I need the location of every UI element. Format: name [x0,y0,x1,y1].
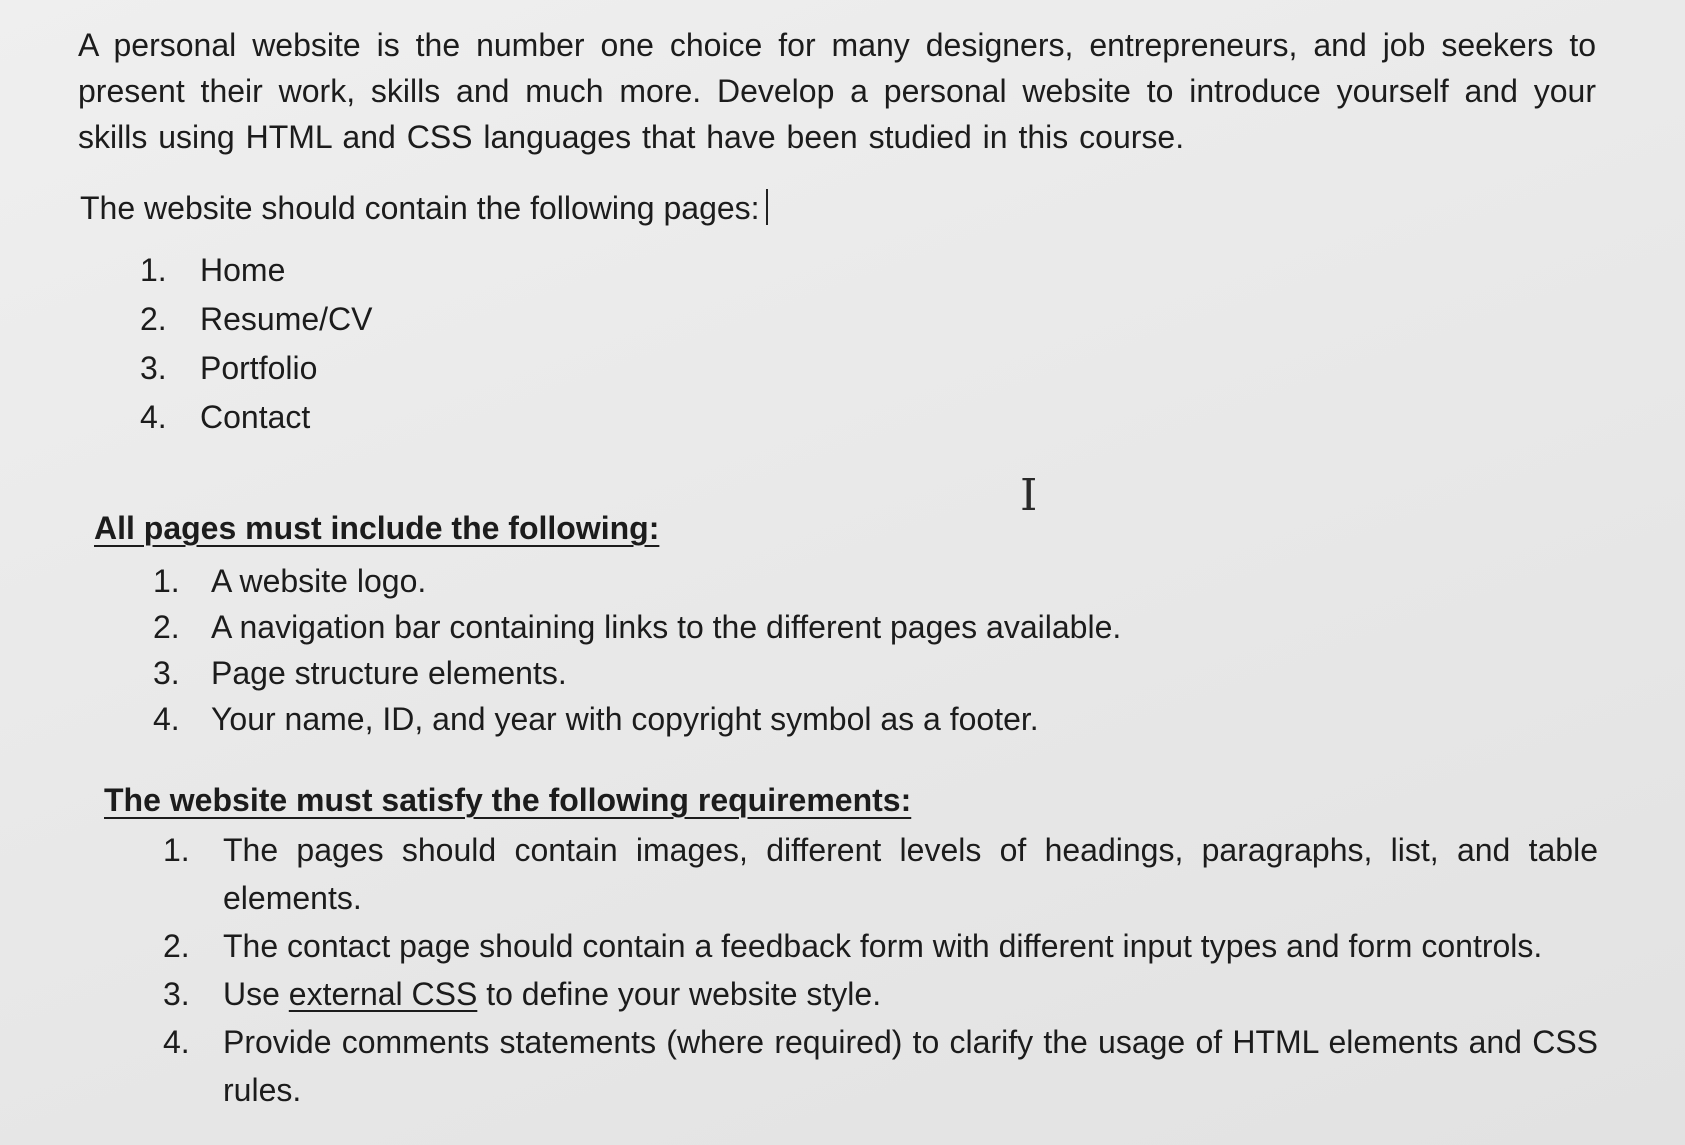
list-item [140,344,373,393]
list-number: 2. [153,609,180,645]
intro-paragraph: A personal website is the number one choice for many designers, entrepreneurs, and job seekers to present their work, skills and much more. Develop a personal website to introduce yourself and your skills using HTML and CSS languages that have been studied in this course. [78,27,1596,155]
list-number: 4. [153,701,180,737]
list-item-text: Contact [200,399,311,435]
list-item-text-before: Use [223,976,289,1012]
list-item [163,922,1598,970]
list-item-text: A navigation bar containing links to the different pages available. [211,609,1122,645]
list-item-text: Resume/CV [200,301,373,337]
list-item [140,393,373,442]
requirements-heading: The website must satisfy the following requirements: [104,782,912,818]
all-pages-heading: All pages must include the following: [94,510,660,546]
pages-heading-text: The website should contain the following pages: [80,190,760,226]
list-item [153,650,1121,696]
text-caret [766,189,768,225]
list-item-text: The contact page should contain a feedback form with different input types and form controls. [223,928,1543,964]
text-ibeam-cursor-icon: I [1020,470,1038,521]
list-item-text: A website logo. [211,563,427,599]
list-item [140,295,373,344]
list-number: 4. [163,1024,190,1060]
list-item [163,826,1598,922]
external-css-emphasis: external CSS [288,976,478,1012]
list-number: 3. [163,976,190,1012]
list-item [140,246,373,295]
list-item-text: Page structure elements. [211,655,567,691]
list-item [163,970,1598,1018]
list-number: 2. [163,928,190,964]
list-number: 1. [153,563,180,599]
list-item-text: Provide comments statements (where required) to clarify the usage of HTML elements and CSS rules. [223,1024,1598,1108]
list-item [163,1018,1598,1114]
list-item [153,696,1121,742]
list-item [153,604,1121,650]
list-item-text-after: to define your website style. [477,976,882,1012]
requirements-list [163,826,1598,1114]
pages-list [140,246,373,442]
list-item-text: Your name, ID, and year with copyright symbol as a footer. [211,701,1039,737]
list-number: 4. [140,399,167,435]
list-item-text: The pages should contain images, different levels of headings, paragraphs, list, and table elements. [223,832,1598,916]
pages-heading [80,188,768,228]
list-item [153,558,1121,604]
list-item-text: Portfolio [200,350,318,386]
list-number: 3. [140,350,167,386]
list-number: 1. [163,832,190,868]
list-number: 1. [140,252,167,288]
list-number: 2. [140,301,167,337]
list-number: 3. [153,655,180,691]
all-pages-list [153,558,1121,742]
list-item-text: Home [200,252,286,288]
